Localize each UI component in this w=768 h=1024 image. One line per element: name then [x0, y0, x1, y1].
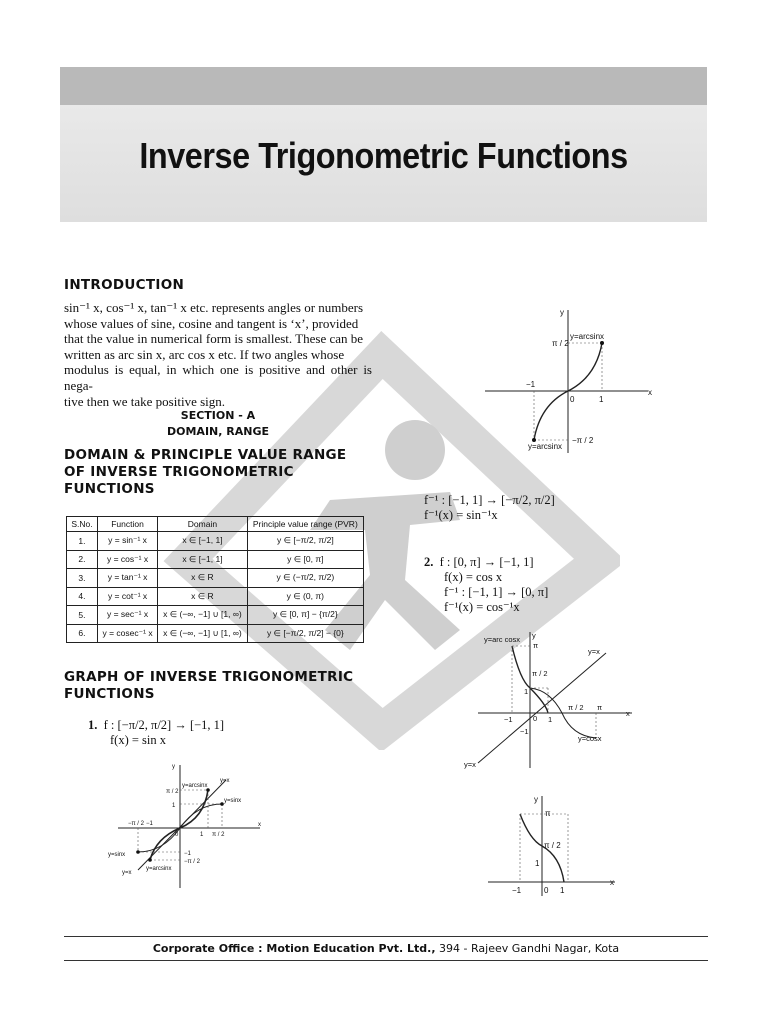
graph-cos-arccos: [460, 628, 640, 770]
domain-range-table: [66, 516, 364, 643]
table-row: [67, 587, 364, 606]
tick-x-one: 1: [548, 715, 553, 724]
col-function: Function: [97, 517, 157, 532]
item-mapping: f : [−π/2, π/2] → [−1, 1]: [103, 718, 225, 732]
item-number: 1.: [88, 718, 98, 732]
page-title: Inverse Trigonometric Functions: [139, 135, 628, 176]
table-cell: 2.: [67, 550, 98, 569]
label-yx-neg: y=x: [122, 870, 132, 876]
table-cell: 5.: [67, 606, 98, 625]
table-cell: 3.: [67, 569, 98, 588]
tick-mone: −1: [184, 851, 191, 857]
tick-x-mpi2: −π / 2: [128, 821, 144, 827]
graph-sin-arcsin: [108, 760, 268, 890]
intro-line: sin⁻¹ x, cos⁻¹ x, tan⁻¹ x etc. represents angles or numbers: [64, 300, 364, 315]
item-number: 2.: [424, 555, 434, 569]
table-cell: y = cot⁻¹ x: [97, 587, 157, 606]
x-axis-label: x: [648, 388, 652, 397]
label-yx: y=x: [588, 647, 600, 656]
table-header-row: [67, 517, 364, 532]
intro-heading: INTRODUCTION: [64, 277, 185, 293]
table-cell: x ∈ R: [158, 569, 247, 588]
footer-rule-bottom: [64, 960, 708, 961]
tick-pi2: π / 2: [166, 789, 179, 795]
label-yx-neg: y=x: [464, 760, 476, 769]
table-cell: 6.: [67, 624, 98, 643]
tick-x-pi: π: [597, 703, 603, 712]
table-row: [67, 569, 364, 588]
tick-pi2: π / 2: [544, 841, 561, 850]
table-cell: y ∈ (−π/2, π/2): [247, 569, 363, 588]
inverse-mapping: f⁻¹ : [−1, 1] → [−π/2, π/2]: [424, 493, 555, 507]
item-mapping: f : [0, π] → [−1, 1]: [439, 555, 534, 569]
table-cell: y ∈ (0, π): [247, 587, 363, 606]
y-axis-label: y: [172, 764, 175, 770]
table-row: [67, 606, 364, 625]
table-cell: y = sin⁻¹ x: [97, 532, 157, 551]
item-2: [424, 555, 548, 615]
table-row: [67, 550, 364, 569]
x-axis-label: x: [626, 709, 630, 718]
tick-zero: 0: [533, 714, 538, 723]
graph-arcsin: [480, 305, 660, 455]
tick-mpi2: −π / 2: [572, 436, 594, 445]
graph-heading-line: FUNCTIONS: [64, 686, 155, 702]
table-cell: 1.: [67, 532, 98, 551]
label-sinx-neg: y=sinx: [108, 852, 126, 858]
tick-mone: −1: [520, 727, 529, 736]
table-row: [67, 532, 364, 551]
table-cell: y = tan⁻¹ x: [97, 569, 157, 588]
tick-zero: 0: [175, 832, 179, 838]
graph-heading-line: GRAPH OF INVERSE TRIGONOMETRIC: [64, 669, 354, 685]
domain-heading-line: DOMAIN & PRINCIPLE VALUE RANGE: [64, 447, 347, 463]
label-arcsin: y=arcsinx: [182, 783, 208, 789]
intro-line: whose values of sine, cosine and tangent is ‘x’, provided: [64, 315, 359, 331]
footer-address: 394 - Rajeev Gandhi Nagar, Kota: [435, 942, 620, 955]
footer-text: [64, 942, 708, 955]
tick-pi: π: [545, 809, 551, 818]
domain-heading-line: FUNCTIONS: [64, 481, 155, 497]
domain-heading-line: OF INVERSE TRIGONOMETRIC: [64, 464, 294, 480]
col-sno: S.No.: [67, 517, 98, 532]
footer-rule-top: [64, 936, 708, 937]
tick-one: 1: [599, 395, 604, 404]
section-subtitle: DOMAIN, RANGE: [167, 425, 269, 438]
table-cell: y ∈ [−π/2, π/2] − {0}: [247, 624, 363, 643]
intro-line: modulus is equal, in which one is positive and other is nega-: [64, 362, 372, 393]
y-axis-label: y: [560, 308, 564, 317]
tick-one: 1: [524, 687, 529, 696]
table-cell: x ∈ (−∞, −1] ∪ [1, ∞): [158, 606, 247, 625]
label-arccos: y=arc cosx: [484, 635, 521, 644]
label-arcsin-neg: y=arcsinx: [146, 866, 172, 872]
domain-heading: [64, 447, 346, 498]
intro-line: tive then we take positive sign.: [64, 393, 226, 409]
tick-mone: −1: [512, 886, 522, 895]
tick-x-one: 1: [200, 832, 204, 838]
graph-heading: [64, 669, 353, 703]
inverse-function: f⁻¹(x) = cos⁻¹x: [444, 600, 520, 614]
tick-x-pi2: π / 2: [568, 703, 584, 712]
intro-paragraph: [64, 300, 372, 409]
inverse-mapping: f⁻¹ : [−1, 1] → [0, π]: [444, 585, 549, 599]
label-yx: y=x: [220, 778, 230, 784]
section-label: [64, 408, 372, 440]
table-cell: x ∈ R: [158, 587, 247, 606]
x-axis-label: x: [610, 878, 614, 887]
col-domain: Domain: [158, 517, 247, 532]
label-arcsin: y=arcsinx: [570, 332, 605, 341]
tick-mpi2: −π / 2: [184, 859, 200, 865]
item-function: f(x) = cos x: [444, 570, 503, 584]
intro-line: that the value in numerical form is smallest. These can be: [64, 331, 364, 347]
tick-one: 1: [172, 803, 176, 809]
tick-zero: 0: [570, 395, 575, 404]
label-arcsin-neg: y=arcsinx: [528, 442, 563, 451]
inverse-function: f⁻¹(x) = sin⁻¹x: [424, 508, 498, 522]
tick-x-mone: −1: [146, 821, 153, 827]
tick-zero: 0: [544, 886, 549, 895]
table-cell: y = sec⁻¹ x: [97, 606, 157, 625]
tick-x-one: 1: [560, 886, 565, 895]
y-axis-label: y: [534, 795, 538, 804]
tick-pi: π: [533, 641, 539, 650]
table-cell: y = cos⁻¹ x: [97, 550, 157, 569]
section-title: SECTION - A: [180, 409, 256, 422]
tick-one: 1: [535, 859, 540, 868]
table-cell: x ∈ (−∞, −1] ∪ [1, ∞): [158, 624, 247, 643]
header-band: [60, 67, 707, 105]
y-axis-label: y: [532, 631, 536, 640]
table-row: [67, 624, 364, 643]
intro-line: written as arc sin x, arc cos x etc. If two angles whose: [64, 346, 345, 362]
tick-mone: −1: [526, 380, 536, 389]
inverse-1: [424, 493, 555, 523]
footer-office: Corporate Office : Motion Education Pvt. Ltd.,: [152, 942, 436, 955]
table-cell: x ∈ [−1, 1]: [158, 532, 247, 551]
table-cell: 4.: [67, 587, 98, 606]
table-cell: y ∈ [0, π]: [247, 550, 363, 569]
table-cell: y ∈ [0, π] − {π/2}: [247, 606, 363, 625]
item-function: f(x) = sin x: [110, 733, 166, 747]
tick-pi2: π / 2: [532, 669, 548, 678]
tick-x-pi2: π / 2: [212, 832, 225, 838]
x-axis-label: x: [258, 822, 261, 828]
tick-pi2: π / 2: [552, 339, 569, 348]
table-cell: y ∈ [−π/2, π/2]: [247, 532, 363, 551]
table-cell: x ∈ [−1, 1]: [158, 550, 247, 569]
label-sinx: y=sinx: [224, 798, 242, 804]
col-pvr: Principle value range (PVR): [247, 517, 363, 532]
item-1: [88, 718, 224, 748]
label-cosx: y=cosx: [578, 734, 602, 743]
graph-arccos: [480, 790, 625, 898]
table-cell: y = cosec⁻¹ x: [97, 624, 157, 643]
tick-x-mone: −1: [504, 715, 513, 724]
